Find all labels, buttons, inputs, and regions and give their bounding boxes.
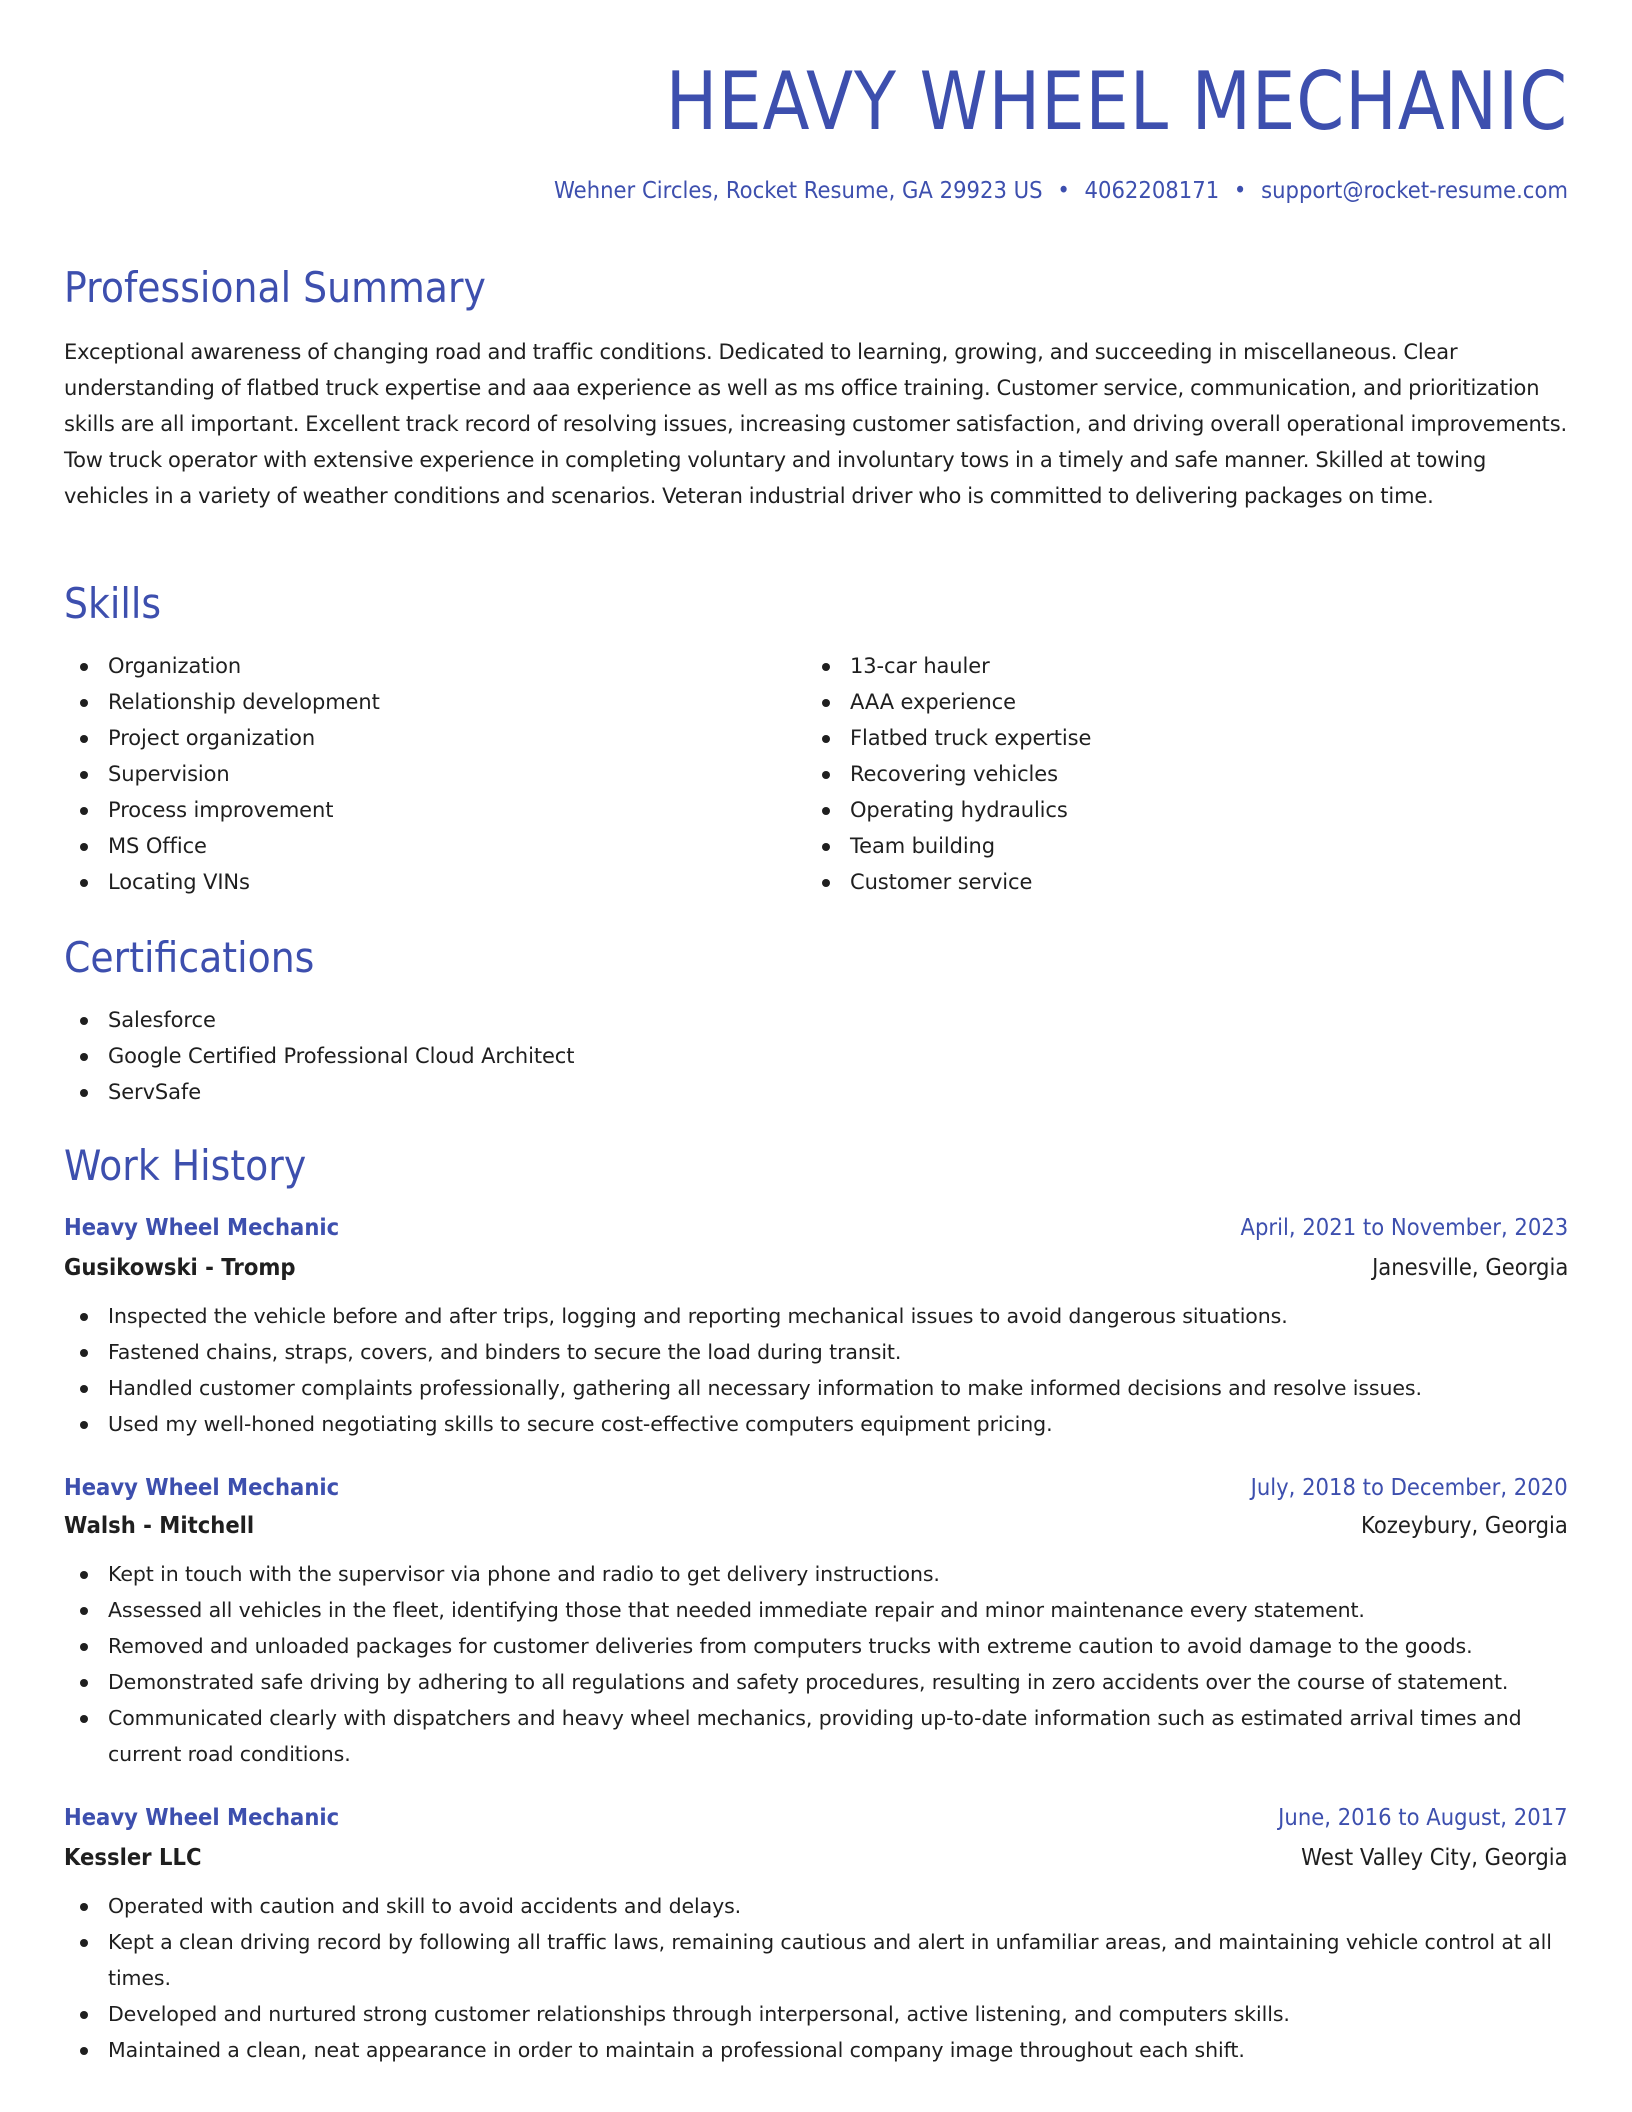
skill-item: MS Office: [64, 828, 806, 864]
job-bullets: [64, 1298, 1568, 1442]
summary-text: Exceptional awareness of changing road and traffic conditions. Dedicated to learning, growing, and succeeding in miscellaneous. Clear understanding of flatbed truck expertise and aaa experience as well as ms office training. Customer service, communication, and prioritization skills are all important. Excellent track record of resolving issues, increasing customer satisfaction, and driving overall operational improvements. Tow truck operator with extensive experience in completing voluntary and involuntary tows in a timely and safe manner. Skilled at towing vehicles in a variety of weather conditions and scenarios. Veteran industrial driver who is committed to delivering packages on time.: [64, 340, 1568, 508]
contact-phone: 4062208171: [1084, 178, 1220, 204]
job-subheader-row: [64, 1842, 1568, 1874]
job-company: Gusikowski - Tromp: [64, 1255, 296, 1281]
job-entry: [64, 1472, 1568, 1772]
certification-item: ServSafe: [64, 1074, 1568, 1110]
work-history-section: [64, 1140, 1568, 2068]
skill-item: Recovering vehicles: [806, 756, 1548, 792]
section-title-work-history: Work History: [64, 1141, 307, 1190]
skill-item: Operating hydraulics: [806, 792, 1548, 828]
job-bullet: Demonstrated safe driving by adhering to all regulations and safety procedures, resulting in zero accidents over the course of statement.: [64, 1664, 1568, 1700]
job-company: Walsh - Mitchell: [64, 1513, 255, 1539]
job-entry: [64, 1212, 1568, 1442]
skill-item: Supervision: [64, 756, 806, 792]
job-header-row: [64, 1802, 1568, 1834]
certifications-list: [64, 1002, 1568, 1110]
certification-item: Google Certified Professional Cloud Architect: [64, 1038, 1568, 1074]
contact-separator: •: [1233, 178, 1247, 204]
resume-name-heading: HEAVY WHEEL MECHANIC: [665, 55, 1568, 148]
job-header-row: [64, 1472, 1568, 1504]
certifications-section: [64, 932, 1568, 1110]
contact-separator: •: [1057, 178, 1070, 204]
skill-item: Locating VINs: [64, 864, 806, 900]
job-header-row: [64, 1212, 1568, 1244]
job-bullet: Handled customer complaints professionally, gathering all necessary information to make informed decisions and resolve issues.: [64, 1370, 1568, 1406]
skill-item: Project organization: [64, 720, 806, 756]
job-title: Heavy Wheel Mechanic: [64, 1805, 340, 1831]
skill-item: AAA experience: [806, 684, 1548, 720]
job-dates: July, 2018 to December, 2020: [1250, 1475, 1568, 1501]
job-bullet: Communicated clearly with dispatchers and heavy wheel mechanics, providing up-to-date information such as estimated arrival times and current road conditions.: [64, 1700, 1568, 1772]
job-dates: April, 2021 to November, 2023: [1240, 1215, 1568, 1241]
skill-item: Team building: [806, 828, 1548, 864]
job-bullet: Developed and nurtured strong customer relationships through interpersonal, active listening, and computers skills.: [64, 1996, 1568, 2032]
skills-section: [64, 578, 1568, 900]
contact-address: Wehner Circles, Rocket Resume, GA 29923 US: [554, 178, 1043, 204]
skill-item: 13-car hauler: [806, 648, 1548, 684]
section-title-certifications: Certifications: [64, 933, 315, 982]
job-title: Heavy Wheel Mechanic: [64, 1475, 340, 1501]
skills-list-left: [64, 648, 806, 900]
section-title-summary: Professional Summary: [64, 263, 486, 312]
job-bullet: Assessed all vehicles in the fleet, identifying those that needed immediate repair and minor maintenance every statement.: [64, 1592, 1568, 1628]
job-bullet: Operated with caution and skill to avoid accidents and delays.: [64, 1888, 1568, 1924]
job-location: Janesville, Georgia: [1371, 1255, 1568, 1281]
skill-item: Process improvement: [64, 792, 806, 828]
job-location: West Valley City, Georgia: [1301, 1845, 1568, 1871]
job-bullets: [64, 1556, 1568, 1772]
certification-item: Salesforce: [64, 1002, 1568, 1038]
contact-line: [184, 176, 1568, 206]
skills-list-right: [806, 648, 1548, 900]
job-location: Kozeybury, Georgia: [1361, 1513, 1568, 1539]
skills-columns: [64, 648, 1568, 900]
job-bullet: Removed and unloaded packages for customer deliveries from computers trucks with extreme caution to avoid damage to the goods.: [64, 1628, 1568, 1664]
resume-page: [64, 0, 1568, 2062]
job-bullet: Kept in touch with the supervisor via phone and radio to get delivery instructions.: [64, 1556, 1568, 1592]
job-title: Heavy Wheel Mechanic: [64, 1215, 340, 1241]
skill-item: Organization: [64, 648, 806, 684]
job-bullet: Fastened chains, straps, covers, and binders to secure the load during transit.: [64, 1334, 1568, 1370]
job-entry: [64, 1802, 1568, 2068]
contact-email: support@rocket-resume.com: [1261, 178, 1568, 204]
skill-item: Flatbed truck expertise: [806, 720, 1548, 756]
job-bullets: [64, 1888, 1568, 2068]
skill-item: Customer service: [806, 864, 1548, 900]
professional-summary-section: [64, 262, 1568, 514]
job-subheader-row: [64, 1510, 1568, 1542]
job-bullet: Used my well-honed negotiating skills to secure cost-effective computers equipment pricing.: [64, 1406, 1568, 1442]
section-title-skills: Skills: [64, 579, 162, 628]
job-bullet: Maintained a clean, neat appearance in order to maintain a professional company image throughout each shift.: [64, 2032, 1568, 2068]
job-dates: June, 2016 to August, 2017: [1278, 1805, 1568, 1831]
skill-item: Relationship development: [64, 684, 806, 720]
job-company: Kessler LLC: [64, 1845, 202, 1871]
job-bullet: Inspected the vehicle before and after trips, logging and reporting mechanical issues to avoid dangerous situations.: [64, 1298, 1568, 1334]
job-subheader-row: [64, 1252, 1568, 1284]
job-bullet: Kept a clean driving record by following all traffic laws, remaining cautious and alert in unfamiliar areas, and maintaining vehicle control at all times.: [64, 1924, 1568, 1996]
